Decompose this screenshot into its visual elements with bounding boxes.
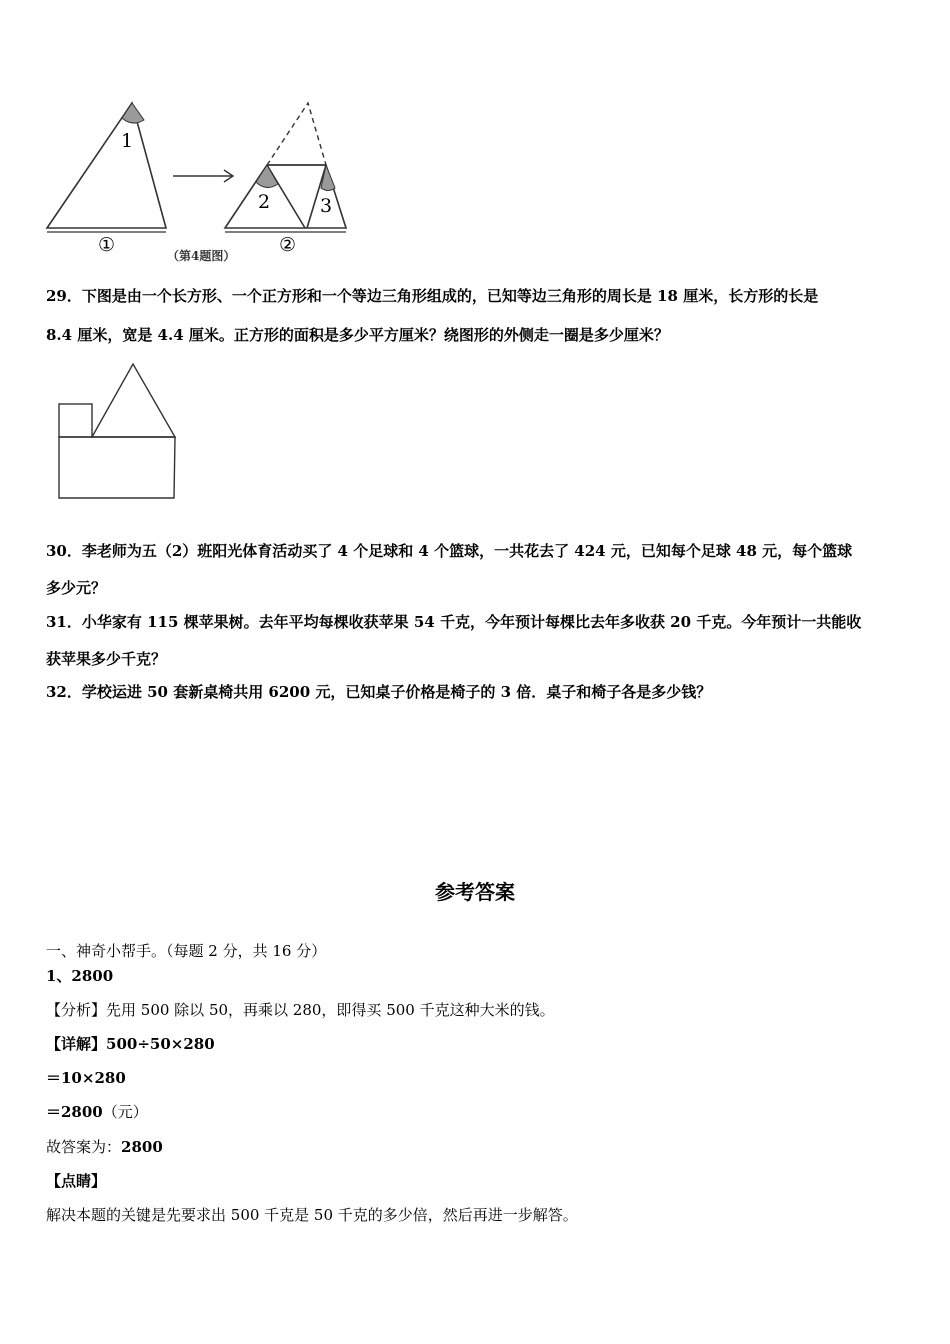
circle-label-2: ② bbox=[279, 234, 297, 256]
comment-text: 解决本题的关键是先要求出 500 千克是 50 千克的多少倍，然后再进一步解答。 bbox=[46, 1206, 578, 1224]
q32-line1: 32．学校运进 50 套新桌椅共用 6200 元，已知桌子价格是椅子的 3 倍．桌子和椅子各是多少钱？ bbox=[46, 683, 712, 701]
circle-label-1: ① bbox=[98, 234, 116, 256]
analysis-tag: 【分析】 bbox=[46, 1001, 107, 1019]
angle-1-label: 1 bbox=[121, 130, 134, 152]
detail-line bbox=[46, 1033, 215, 1054]
triangle-cut-figure bbox=[40, 96, 360, 268]
q30-line1: 30．李老师为五（2）班阳光体育活动买了 4 个足球和 4 个篮球，一共花去了 424 元，已知每个足球 48 元，每个篮球 bbox=[46, 542, 853, 560]
answers-heading: 参考答案 bbox=[435, 880, 515, 904]
q31-line2: 获苹果多少千克？ bbox=[46, 650, 167, 668]
cut-dashed-top bbox=[267, 103, 326, 165]
answers-section-title: 一、神奇小帮手。（每题 2 分，共 16 分） bbox=[46, 942, 327, 960]
original-triangle bbox=[47, 103, 166, 228]
angle-1-mark bbox=[122, 103, 144, 123]
detail-text: 500÷50×280 bbox=[106, 1035, 215, 1053]
square bbox=[59, 404, 92, 437]
angle-3-label: 3 bbox=[320, 195, 333, 217]
q31-line1: 31．小华家有 115 棵苹果树。去年平均每棵收获苹果 54 千克，今年预计每棵比去年多收获 20 千克。今年预计一共能收 bbox=[46, 613, 862, 631]
final-answer-line bbox=[46, 1136, 163, 1157]
q29-line1: 29．下图是由一个长方形、一个正方形和一个等边三角形组成的，已知等边三角形的周长是 18 厘米，长方形的长是 bbox=[46, 287, 819, 305]
calc-step-1: ＝10×280 bbox=[46, 1069, 126, 1087]
angle-3-mark bbox=[321, 165, 335, 191]
answer-item-1: 1、2800 bbox=[46, 967, 114, 985]
calc-step-2 bbox=[46, 1101, 148, 1122]
figure-caption: （第4题图） bbox=[167, 249, 236, 263]
q29-line2: 8.4 厘米，宽是 4.4 厘米。正方形的面积是多少平方厘米？绕图形的外侧走一圈是多少厘米？ bbox=[46, 326, 669, 344]
q30-line2: 多少元？ bbox=[46, 579, 107, 597]
angle-2-label: 2 bbox=[258, 191, 271, 213]
final-answer-value: 2800 bbox=[121, 1138, 163, 1156]
final-answer-label: 故答案为： bbox=[46, 1138, 122, 1156]
equilateral-triangle bbox=[92, 364, 175, 437]
detail-tag: 【详解】 bbox=[46, 1035, 107, 1053]
analysis-text: 先用 500 除以 50，再乘以 280，即得买 500 千克这种大米的钱。 bbox=[106, 1001, 555, 1019]
calc-step-2-value: ＝2800 bbox=[46, 1103, 103, 1121]
composite-shape-figure bbox=[52, 358, 182, 504]
comment-tag: 【点睛】 bbox=[46, 1172, 107, 1190]
rectangle bbox=[59, 437, 175, 498]
calc-step-2-unit: （元） bbox=[102, 1103, 148, 1121]
analysis-line bbox=[46, 999, 555, 1020]
